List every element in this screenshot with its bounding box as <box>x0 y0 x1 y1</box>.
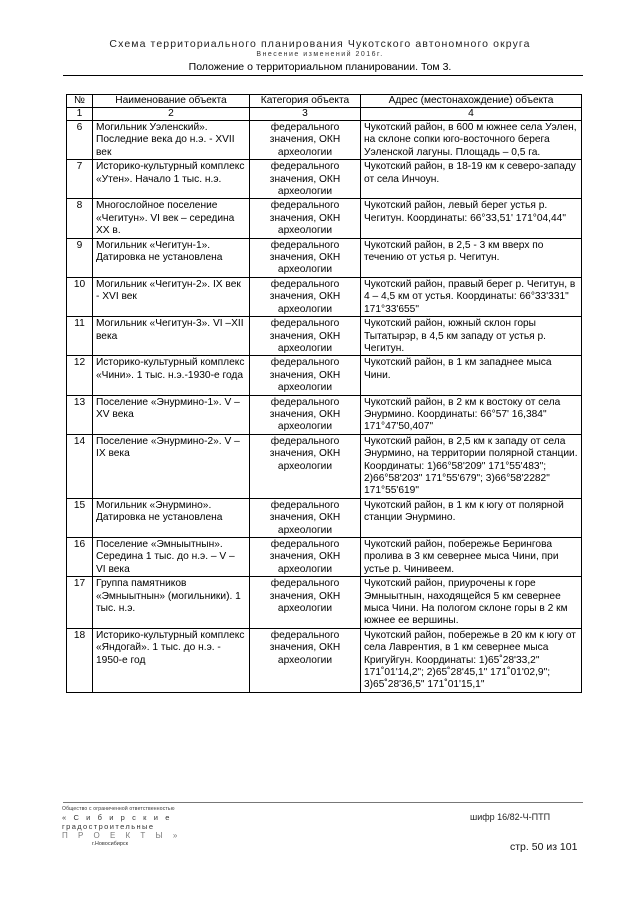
object-category: федерального значения, ОКН археологии <box>250 577 361 629</box>
document-header-subtitle: Внесение изменений 2016г. <box>256 51 384 58</box>
table-row <box>67 395 582 434</box>
table-column-numbers-row <box>67 108 582 121</box>
table-row <box>67 356 582 395</box>
row-number: 15 <box>67 498 93 537</box>
column-number: 1 <box>67 108 93 121</box>
object-category: федерального значения, ОКН археологии <box>250 238 361 277</box>
table-header-row <box>67 95 582 108</box>
row-number: 17 <box>67 577 93 629</box>
object-category: федерального значения, ОКН археологии <box>250 538 361 577</box>
row-number: 14 <box>67 434 93 498</box>
object-category: федерального значения, ОКН археологии <box>250 498 361 537</box>
object-address: Чукотский район, в 1 км к югу от полярной станции Энурмино. <box>361 498 582 537</box>
table-row <box>67 317 582 356</box>
row-number: 18 <box>67 628 93 692</box>
table-row <box>67 498 582 537</box>
object-name: Группа памятников «Эмныытнын» (могильники). 1 тыс. н.э. <box>93 577 250 629</box>
logo-org-type: Общество с ограниченной ответственностью <box>62 806 175 812</box>
row-number: 9 <box>67 238 93 277</box>
row-number: 16 <box>67 538 93 577</box>
object-name: Поселение «Эмныытнын». Середина 1 тыс. до н.э. – V – VI века <box>93 538 250 577</box>
logo-line-2: градостроительные <box>62 822 155 831</box>
column-number: 4 <box>361 108 582 121</box>
object-address: Чукотский район, южный склон горы Тытатырэр, в 4,5 км западу от устья р. Чегитун. <box>361 317 582 356</box>
object-name: Могильник «Энурмино». Датировка не установлена <box>93 498 250 537</box>
document-header-title: Схема территориального планирования Чукотского автономного округа <box>109 38 531 50</box>
object-address: Чукотский район, побережье в 20 км к югу от села Лаврентия, в 1 км севернее мыса Кригуйгун. Координаты: 1)65˚28'33,2" 171˚01'14,2"; 2)65˚28'45,1" 171˚01'02,9"; 3)65˚28'36,5" 171˚01'15,1" <box>361 628 582 692</box>
object-address: Чукотский район, левый берег устья р. Чегитун. Координаты: 66°33,51' 171°04,44" <box>361 199 582 238</box>
table-row <box>67 277 582 316</box>
object-name: Могильник Уэленский». Последние века до н.э. - XVII век <box>93 121 250 160</box>
object-name: Поселение «Энурмино-1». V –XV века <box>93 395 250 434</box>
object-address: Чукотский район, побережье Берингова пролива в 3 км севернее мыса Чини, при устье р. Чинивеем. <box>361 538 582 577</box>
object-category: федерального значения, ОКН археологии <box>250 277 361 316</box>
object-address: Чукотский район, в 2,5 км к западу от села Энурмино, на территории полярной станции. Координаты: 1)66°58'209" 171°55'483"; 2)66°58'203" 171°55'679"; 3)66°58'2282" 171°55'619" <box>361 434 582 498</box>
footer-divider <box>63 802 583 803</box>
object-address: Чукотский район, в 2 км к востоку от села Энурмино. Координаты: 66°57' 16,384" 171°47'50,407" <box>361 395 582 434</box>
table-row <box>67 238 582 277</box>
object-address: Чукотский район, приурочены к горе Эмныытнын, находящейся 5 км севернее мыса Чини. На пологом склоне горы в 2 км южнее ее вершины. <box>361 577 582 629</box>
column-header-address: Адрес (местонахождение) объекта <box>361 95 582 108</box>
object-name: Поселение «Энурмино-2». V – IX века <box>93 434 250 498</box>
row-number: 12 <box>67 356 93 395</box>
object-address: Чукотский район, в 1 км западнее мыса Чини. <box>361 356 582 395</box>
logo-line-1: « С и б и р с к и е <box>62 813 172 822</box>
table-row <box>67 538 582 577</box>
object-category: федерального значения, ОКН археологии <box>250 160 361 199</box>
object-name: Многослойное поселение «Чегитун». VI век – середина XX в. <box>93 199 250 238</box>
page-number: стр. 50 из 101 <box>510 841 578 853</box>
document-header-volume: Положение о территориальном планировании. Том 3. <box>188 61 452 73</box>
column-header-number: № <box>67 95 93 108</box>
column-number: 2 <box>93 108 250 121</box>
object-name: Могильник «Чегитун-2». IX век - XVI век <box>93 277 250 316</box>
object-category: федерального значения, ОКН археологии <box>250 317 361 356</box>
logo-line-3: П Р О Е К Т Ы » <box>62 831 182 840</box>
row-number: 7 <box>67 160 93 199</box>
table-row <box>67 199 582 238</box>
table-row <box>67 628 582 692</box>
company-logo <box>62 806 182 848</box>
object-category: федерального значения, ОКН археологии <box>250 434 361 498</box>
table-row <box>67 434 582 498</box>
object-address: Чукотский район, в 18-19 км к северо-западу от села Инчоун. <box>361 160 582 199</box>
object-address: Чукотский район, в 2,5 - 3 км вверх по течению от устья р. Чегитун. <box>361 238 582 277</box>
object-address: Чукотский район, правый берег р. Чегитун, в 4 – 4,5 км от устья. Координаты: 66°33'331" 171°33'655" <box>361 277 582 316</box>
object-address: Чукотский район, в 600 м южнее села Уэлен, на склоне сопки юго-восточного берега Уэленской лагуны. Площадь – 0,5 га. <box>361 121 582 160</box>
logo-city: г.Новосибирск <box>92 841 129 847</box>
object-name: Могильник «Чегитун-3». VI –XII века <box>93 317 250 356</box>
row-number: 10 <box>67 277 93 316</box>
object-category: федерального значения, ОКН археологии <box>250 121 361 160</box>
row-number: 11 <box>67 317 93 356</box>
object-name: Историко-культурный комплекс «Яндогай». 1 тыс. до н.э. - 1950-е год <box>93 628 250 692</box>
object-name: Историко-культурный комплекс «Утен». Начало 1 тыс. н.э. <box>93 160 250 199</box>
header-divider <box>63 75 583 76</box>
row-number: 8 <box>67 199 93 238</box>
object-category: федерального значения, ОКН археологии <box>250 356 361 395</box>
column-header-category: Категория объекта <box>250 95 361 108</box>
column-header-name: Наименование объекта <box>93 95 250 108</box>
table-row <box>67 160 582 199</box>
document-cipher: шифр 16/82-Ч-ПТП <box>470 812 551 822</box>
object-category: федерального значения, ОКН археологии <box>250 199 361 238</box>
object-name: Могильник «Чегитун-1». Датировка не установлена <box>93 238 250 277</box>
table-row <box>67 577 582 629</box>
column-number: 3 <box>250 108 361 121</box>
row-number: 13 <box>67 395 93 434</box>
object-name: Историко-культурный комплекс «Чини». 1 тыс. н.э.-1930-е года <box>93 356 250 395</box>
table-row <box>67 121 582 160</box>
objects-table <box>66 94 582 693</box>
object-category: федерального значения, ОКН археологии <box>250 628 361 692</box>
row-number: 6 <box>67 121 93 160</box>
object-category: федерального значения, ОКН археологии <box>250 395 361 434</box>
